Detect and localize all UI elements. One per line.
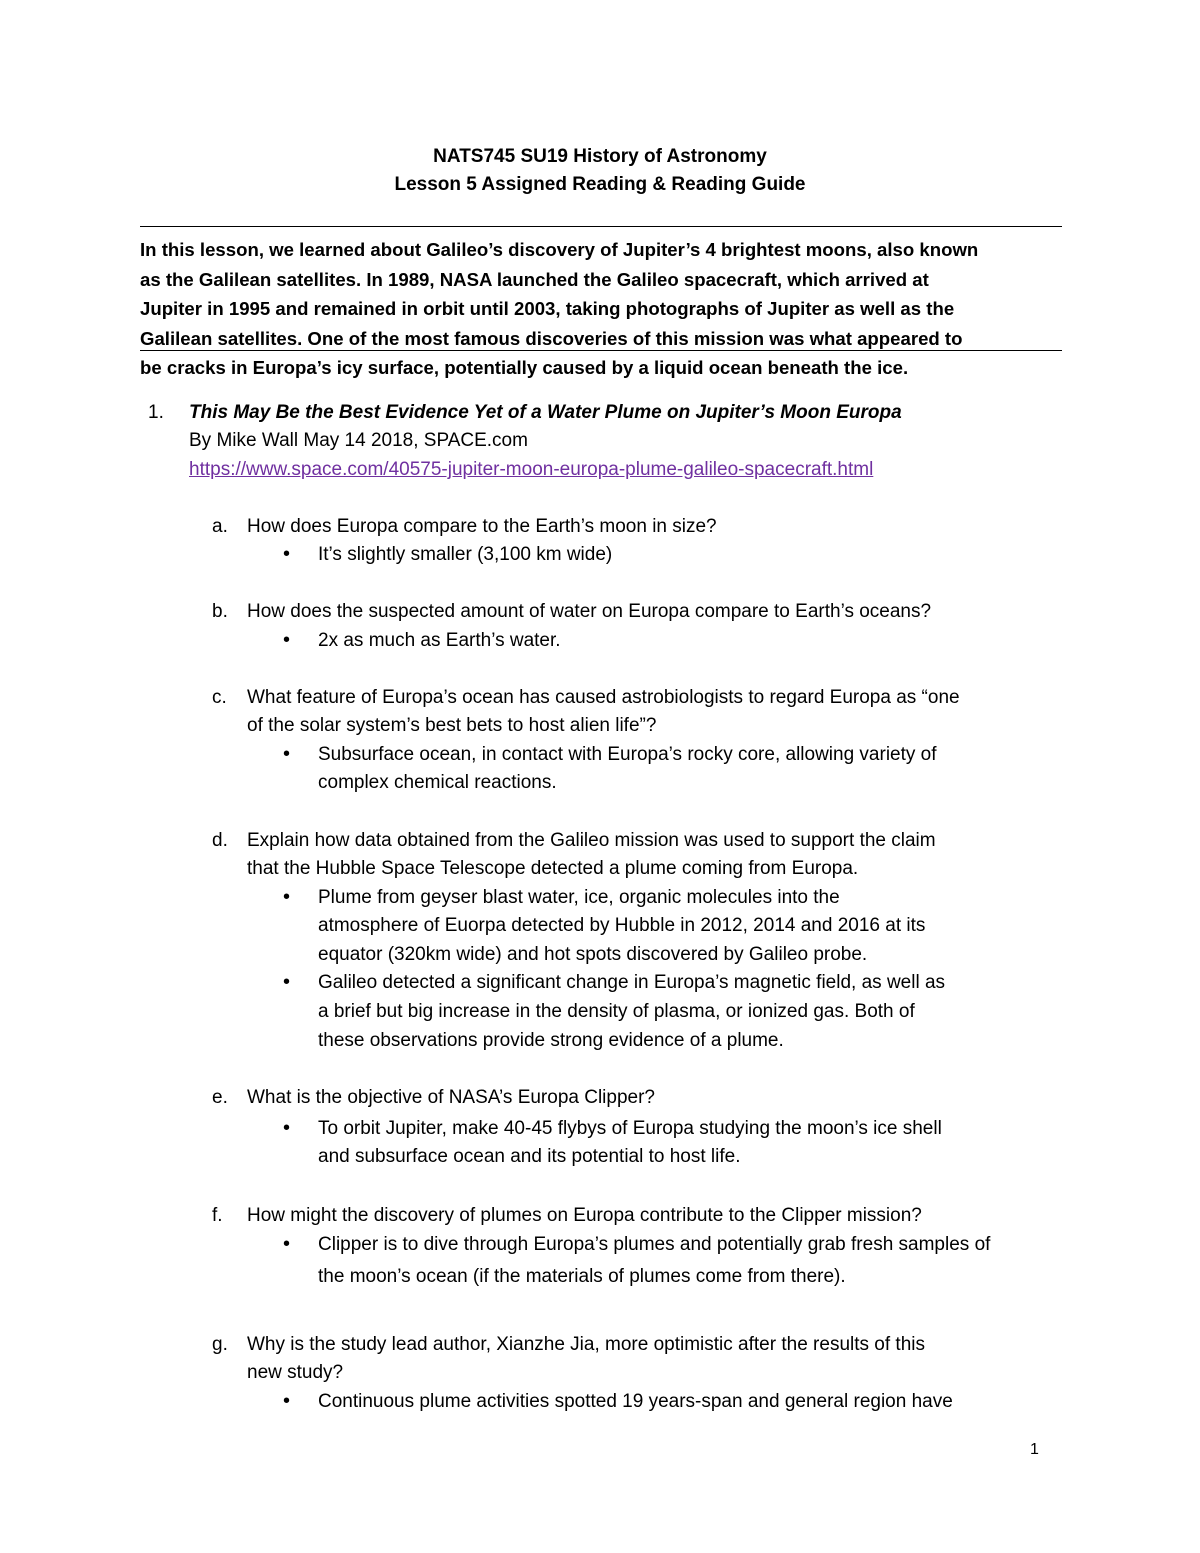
reading-title: This May Be the Best Evidence Yet of a Water Plume on Jupiter’s Moon Europa: [189, 402, 902, 423]
bullet-icon: •: [283, 1390, 291, 1412]
question-label: f.: [212, 1205, 223, 1226]
bullet-icon: •: [283, 629, 291, 651]
answer-text: To orbit Jupiter, make 40-45 flybys of Europa studying the moon’s ice shell: [318, 1118, 942, 1139]
answer-text: a brief but big increase in the density of plasma, or ionized gas. Both of: [318, 1001, 915, 1022]
bullet-icon: •: [283, 886, 291, 908]
answer-text: 2x as much as Earth’s water.: [318, 630, 561, 651]
question-label: a.: [212, 516, 228, 537]
question-text: What is the objective of NASA’s Europa Clipper?: [247, 1087, 655, 1108]
answer-text: the moon’s ocean (if the materials of plumes come from there).: [318, 1266, 846, 1287]
reading-link[interactable]: https://www.space.com/40575-jupiter-moon-europa-plume-galileo-spacecraft.html: [189, 459, 874, 480]
bullet-icon: •: [283, 1117, 291, 1139]
question-text: that the Hubble Space Telescope detected a plume coming from Europa.: [247, 858, 859, 879]
reading-byline: By Mike Wall May 14 2018, SPACE.com: [189, 430, 528, 451]
bullet-icon: •: [283, 743, 291, 765]
document-subtitle: Lesson 5 Assigned Reading & Reading Guide: [394, 174, 806, 195]
answer-text: Continuous plume activities spotted 19 years-span and general region have: [318, 1391, 953, 1412]
question-label: e.: [212, 1087, 228, 1108]
question-text: new study?: [247, 1362, 344, 1383]
intro-box: [140, 226, 1062, 379]
question-text: Why is the study lead author, Xianzhe Jia, more optimistic after the results of this: [247, 1334, 925, 1355]
bullet-icon: •: [283, 543, 291, 565]
page-number: 1: [1030, 1441, 1039, 1458]
answer-text: these observations provide strong evidence of a plume.: [318, 1030, 784, 1051]
answer-text: Subsurface ocean, in contact with Europa’s rocky core, allowing variety of: [318, 744, 937, 765]
intro-paragraph: In this lesson, we learned about Galileo’s discovery of Jupiter’s 4 brightest moons, also known as the Galilean satellites. In 1989, NASA launched the Galileo spacecraft, which arrived at Jupiter in 1995 and remained in orbit until 2003, taking photographs of Jupiter as well as the Galilean satellites. One of the most famous discoveries of this mission was what appeared to be cracks in Europa’s icy surface, potentially caused by a liquid ocean beneath the ice.: [140, 239, 979, 379]
question-text: of the solar system’s best bets to host alien life”?: [247, 715, 657, 736]
answer-text: equator (320km wide) and hot spots discovered by Galileo probe.: [318, 944, 868, 965]
answer-text: It’s slightly smaller (3,100 km wide): [318, 544, 613, 565]
bullet-icon: •: [283, 1233, 291, 1255]
question-label: c.: [212, 687, 227, 708]
answer-text: Clipper is to dive through Europa’s plumes and potentially grab fresh samples of: [318, 1234, 991, 1255]
question-label: g.: [212, 1334, 228, 1355]
question-label: b.: [212, 601, 228, 622]
answer-text: Galileo detected a significant change in Europa’s magnetic field, as well as: [318, 972, 946, 993]
answer-text: complex chemical reactions.: [318, 772, 557, 793]
question-text: How might the discovery of plumes on Europa contribute to the Clipper mission?: [247, 1205, 922, 1226]
question-text: How does the suspected amount of water on Europa compare to Earth’s oceans?: [247, 601, 932, 622]
question-text: What feature of Europa’s ocean has caused astrobiologists to regard Europa as “one: [247, 687, 960, 708]
answer-text: and subsurface ocean and its potential to host life.: [318, 1146, 741, 1167]
document-title: NATS745 SU19 History of Astronomy: [433, 146, 767, 167]
question-label: d.: [212, 830, 228, 851]
answer-text: Plume from geyser blast water, ice, organic molecules into the: [318, 887, 840, 908]
bullet-icon: •: [283, 971, 291, 993]
question-text: Explain how data obtained from the Galileo mission was used to support the claim: [247, 830, 936, 851]
question-text: How does Europa compare to the Earth’s moon in size?: [247, 516, 717, 537]
reading-number: 1.: [148, 402, 164, 423]
answer-text: atmosphere of Euorpa detected by Hubble in 2012, 2014 and 2016 at its: [318, 915, 926, 936]
